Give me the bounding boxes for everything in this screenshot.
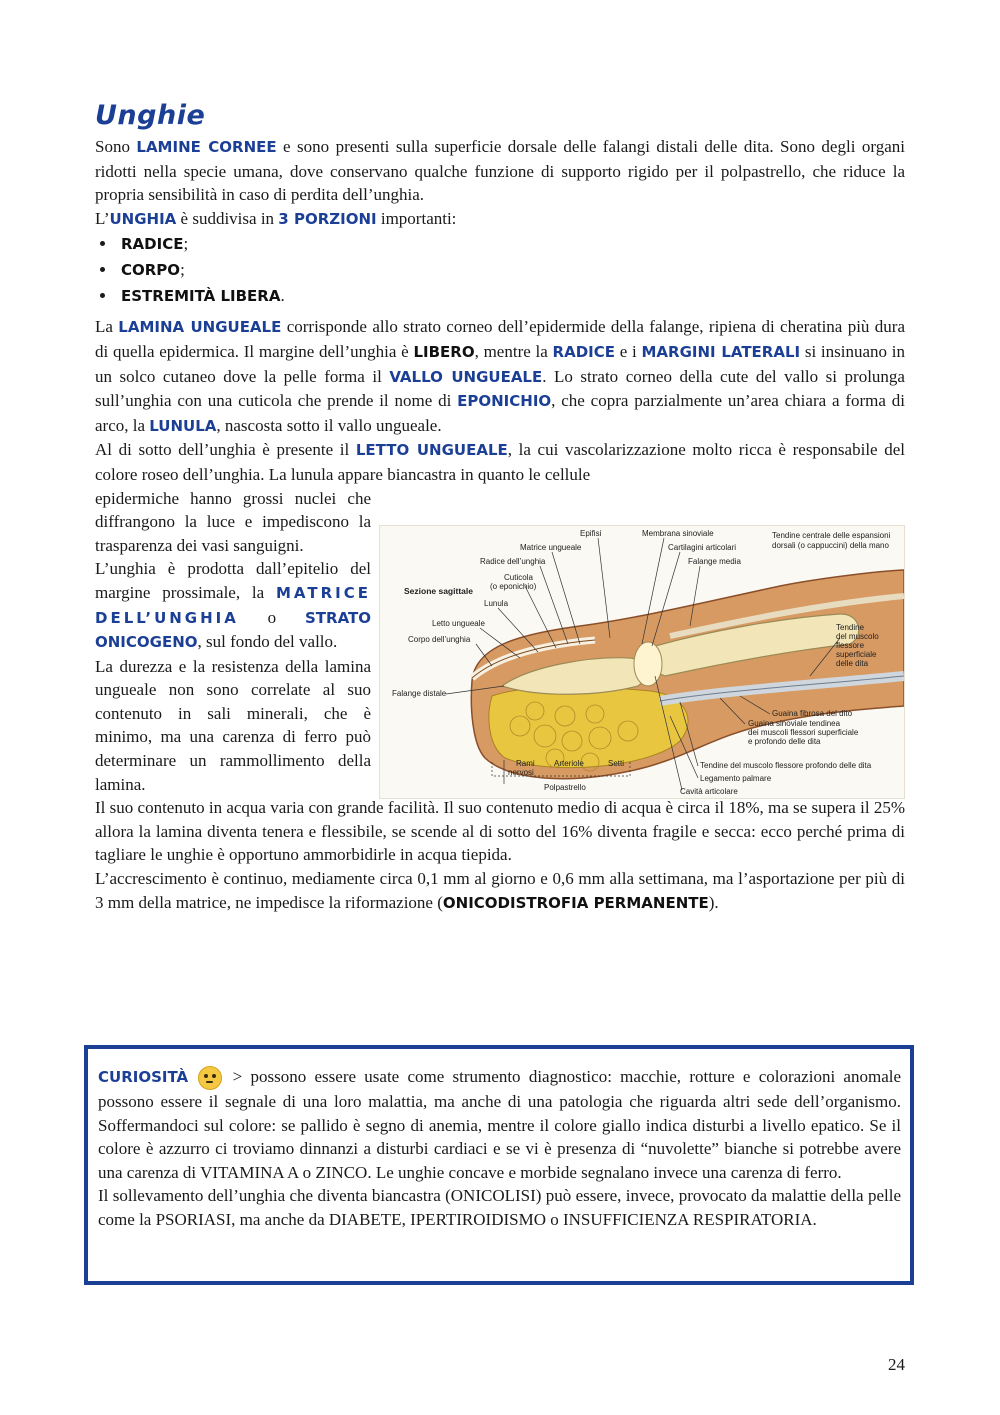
label-lunula: Lunula [484, 598, 509, 608]
label-tendine-muscolo: Tendine [836, 622, 865, 632]
label-falange-distale: Falange distale [392, 688, 447, 698]
text: , nascosta sotto il vallo ungueale. [216, 415, 442, 435]
text: L’accrescimento è continuo, mediamente circa 0,1 mm al giorno e 0,6 mm alla settimana, ma l’asportazione per più di 3 mm della matrice, ne impedisce la riformazione ( [95, 869, 905, 912]
keyword: MARGINI LATERALI [641, 342, 801, 361]
text: importanti: [376, 208, 457, 228]
keyword: VALLO UNGUEALE [389, 367, 543, 386]
text: corrisponde allo strato corneo dell’epidermide della falange, ripiena di cheratina più dura di quella epidermica. Il margine dell’unghia è [95, 317, 905, 361]
label-setti: Setti [608, 758, 625, 768]
text: > possono essere usate come strumento diagnostico: macchie, rotture e colorazioni anomale possono essere il segnale di una loro malattia, ma anche di una patologia che riguarda altri sede dell’organismo. Soffermandoci sul colore: se pallido è segno di anemia, mentre il colore giallo indica disturbi a livello epatico. Se il colore è azzurro ci troviamo dinnanzi a disturbi cardiaci e se vi è presenza di “nuvolette” bianche si potrebbe avere una carenza di VITAMINA A o ZINCO. Le unghie concave e morbide segnalano invece una carenza di ferro. [98, 1067, 902, 1182]
label-tendine-profondo: Tendine del muscolo flessore profondo delle dita [700, 760, 872, 770]
label-tendine-muscolo-3: flessore [836, 640, 865, 650]
list-item [117, 283, 905, 309]
thinking-face-icon [198, 1066, 222, 1090]
page-title: Unghie [95, 100, 206, 131]
text: La [95, 317, 119, 337]
text: e i [615, 341, 642, 361]
text: e sono presenti sulla superficie dorsale delle falangi distali delle dita. Sono degli organi ridotti nella specie umana, dove conservano qualche funzione di supporto rigido per il polpastrello, che riduce la propria sensibilità in caso di perdita dell’unghia. [95, 137, 905, 205]
keyword: LAMINE CORNEE [136, 138, 277, 156]
keyword: LIBERO [413, 342, 475, 361]
label-cartilagini: Cartilagini articolari [668, 542, 737, 552]
label-rami-2: nervosi [508, 767, 534, 777]
lamina-paragraph [95, 315, 905, 438]
text: è suddivisa in [176, 208, 279, 228]
keyword: LETTO UNGUEALE [355, 441, 508, 460]
text: Sono [95, 137, 137, 156]
matrice-paragraph [95, 557, 371, 654]
text: , che copra parzialmente un’area chiara a forma di arco, la [95, 391, 905, 435]
label-tendine-centrale-2: dorsali (o cappuccini) della mano [772, 540, 889, 550]
keyword: LUNULA [149, 416, 217, 435]
list-suffix: ; [183, 234, 189, 254]
list-label: RADICE [121, 235, 184, 254]
label-epifisi: Epifisi [580, 528, 602, 538]
label-guaina-sinoviale-3: e profondo delle dita [748, 736, 821, 746]
page-content [95, 100, 905, 915]
text: ). [708, 892, 719, 912]
text: Al di sotto dell’unghia è presente il [95, 440, 356, 460]
text: L’ [95, 208, 110, 228]
keyword: RADICE [552, 342, 615, 361]
label-guaina-sinoviale: Guaina sinoviale tendinea [748, 718, 841, 728]
label-tendine-muscolo-2: del muscolo [836, 631, 879, 641]
portions-list [95, 231, 905, 309]
list-item [117, 257, 905, 283]
side-paragraph: epidermiche hanno grossi nuclei che diffrangono la luce e impediscono la trasparenza dei vasi sanguigni. [95, 488, 371, 555]
label-rami: Rami [516, 758, 535, 768]
text: , la cui vascolarizzazione molto ricca è responsabile del colore roseo dell’unghia. La lunula appare biancastra in quanto le cellule [95, 440, 905, 484]
durezza-paragraph: La durezza e la resistenza della lamina ungueale non sono correlate al suo contenuto in sali minerali, che è minimo, ma una carenza di ferro può determinare un rammollimento della lamina. [95, 656, 371, 794]
keyword: ONICODISTROFIA PERMANENTE [442, 893, 709, 912]
list-item [117, 231, 905, 257]
onicolisi-paragraph: Il sollevamento dell’unghia che diventa biancastra (ONICOLISI) può essere, invece, provocato da malattie della pelle come la PSORIASI, ma anche da DIABETE, IPERTIROIDISMO o INSUFFICIENZA RESPIRATORIA. [98, 1186, 901, 1230]
keyword: STRATO ONICOGENO [95, 608, 371, 652]
label-cavita: Cavità articolare [680, 786, 738, 796]
curiosity-label: CURIOSITÀ [98, 1068, 189, 1086]
text: si insinuano in un solco cutaneo dove la pelle forma il [95, 341, 906, 386]
text: L’unghia è prodotta dall’epitelio del margine prossimale, la [95, 559, 371, 602]
label-membrana: Membrana sinoviale [642, 528, 714, 538]
label-polpastrello: Polpastrello [544, 782, 586, 792]
keyword: LAMINA UNGUEALE [118, 318, 282, 337]
label-cuticola-2: (o eponichio) [490, 581, 537, 591]
label-tendine-muscolo-5: delle dita [836, 658, 869, 668]
list-suffix: ; [180, 260, 185, 280]
page-number: 24 [888, 1355, 905, 1374]
section-label: Sezione sagittale [404, 585, 473, 596]
joint-shape [634, 642, 662, 686]
keyword: MATRICE DELL’UNGHIA [95, 583, 371, 627]
intro-paragraph [95, 135, 905, 207]
text: o [238, 607, 305, 627]
text: , sul fondo del vallo. [197, 632, 338, 652]
side-column [95, 487, 371, 797]
finger-section-illustration [380, 526, 904, 798]
label-legamento: Legamento palmare [700, 773, 772, 783]
label-matrice: Matrice ungueale [520, 542, 582, 552]
acqua-paragraph: Il suo contenuto in acqua varia con grande facilità. Il suo contenuto medio di acqua è circa il 18%, ma se supera il 25% allora la lamina diventa tenera e flessibile, se scende al di sotto del 16% diventa fragile e secca: ecco perché prima di tagliare le unghie è opportuno ammorbidirle in acqua tiepida. [95, 798, 905, 865]
accrescimento-paragraph [95, 867, 905, 915]
label-radice: Radice dell’unghia [480, 556, 546, 566]
list-label: ESTREMITÀ LIBERA [121, 287, 281, 306]
curiosity-box [84, 1045, 914, 1285]
label-cuticola: Cuticola [504, 572, 533, 582]
label-letto: Letto ungueale [432, 618, 485, 628]
anatomy-figure [379, 525, 905, 799]
text: . Lo strato corneo della cute del vallo si prolunga sull’unghia con una cuticola che prende il nome di [95, 366, 905, 411]
label-arteriole: Arteriole [554, 758, 584, 768]
text: , mentre la [474, 341, 553, 361]
list-label: CORPO [121, 261, 181, 280]
curiosity-paragraph [98, 1065, 901, 1184]
keyword: 3 PORZIONI [278, 209, 377, 228]
label-corpo: Corpo dell’unghia [408, 634, 471, 644]
letto-paragraph [95, 438, 905, 486]
portions-paragraph [95, 207, 905, 232]
keyword: EPONICHIO [457, 392, 552, 411]
label-tendine-centrale: Tendine centrale delle espansioni [772, 530, 891, 540]
list-suffix: . [280, 286, 285, 306]
figure-wrap [95, 487, 905, 797]
label-guaina-sinoviale-2: dei muscoli flessori superficiale [748, 727, 859, 737]
keyword: UNGHIA [109, 209, 177, 228]
label-falange-media: Falange media [688, 556, 741, 566]
label-tendine-muscolo-4: superficiale [836, 649, 877, 659]
label-guaina-fibrosa: Guaina fibrosa del dito [772, 708, 853, 718]
